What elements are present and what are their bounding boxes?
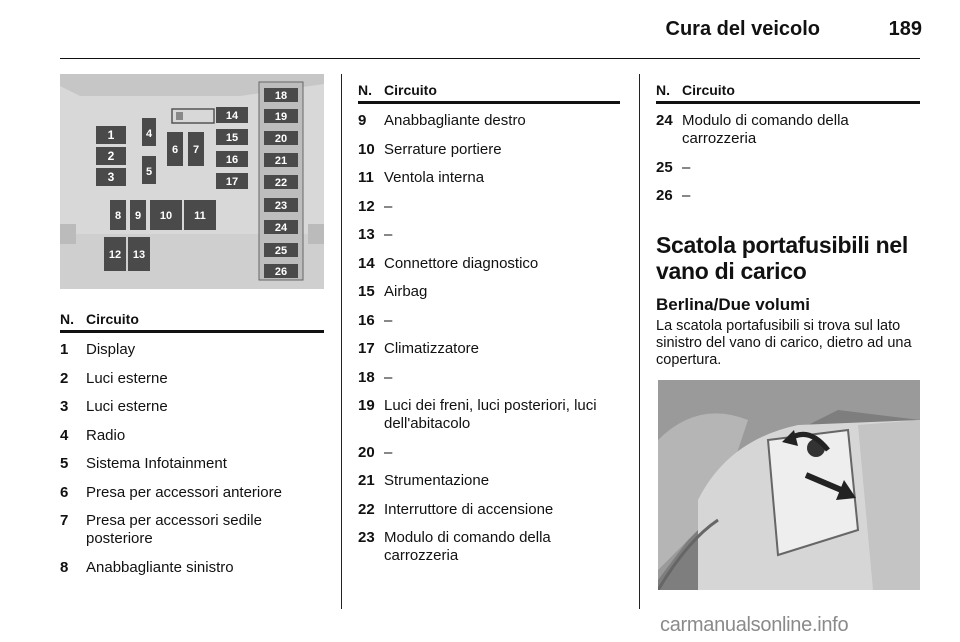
fuse-13: [128, 237, 150, 271]
fuse-24: [264, 220, 298, 234]
fuse-label: 6: [171, 144, 179, 156]
circuit-description: Connettore diagnostico: [384, 254, 539, 272]
section-heading: Scatola portafusibili nel vano di carico: [656, 232, 908, 284]
fuse-16: [216, 151, 248, 167]
table-header-n: N.: [656, 82, 670, 98]
column-divider: [639, 74, 640, 609]
circuit-description: –: [682, 187, 691, 204]
circuit-description: Serrature portiere: [384, 140, 502, 158]
table-row: [60, 512, 324, 548]
table-row: [358, 501, 620, 519]
page-header-title: Cura del veicolo: [665, 18, 820, 40]
fuse-19: [264, 109, 298, 123]
circuit-number: 12: [358, 197, 375, 215]
circuit-description: –: [682, 158, 691, 176]
circuit-description: –: [384, 311, 393, 329]
fuse-label: 3: [107, 170, 115, 184]
table-row: [656, 187, 920, 205]
circuit-number: 23: [358, 529, 375, 546]
table-row: [358, 226, 620, 244]
fuse-label: 4: [145, 128, 153, 140]
fuse-22: [264, 175, 298, 189]
fuse-label: 12: [108, 249, 122, 261]
table-header-rule: [358, 101, 620, 104]
fuse-label: 16: [225, 154, 239, 166]
circuit-number: 8: [60, 558, 69, 576]
table-header-rule: [656, 101, 920, 104]
fuse-label: 17: [225, 176, 239, 188]
circuit-number: 16: [358, 311, 375, 329]
fuse-label: 10: [159, 210, 173, 222]
fuse-4: [142, 118, 156, 146]
circuit-number: 4: [60, 426, 69, 444]
circuit-description: Modulo di comando della carrozzeria: [384, 529, 551, 564]
circuit-description: Sistema Infotainment: [86, 455, 227, 472]
fuse-12: [104, 237, 126, 271]
fuse-25: [264, 243, 298, 257]
fuse-label: 23: [274, 200, 288, 212]
table-row: [60, 370, 324, 388]
table-header-n: N.: [60, 311, 74, 327]
circuit-number: 20: [358, 443, 375, 461]
circuit-number: 18: [358, 368, 375, 386]
fuse-8: [110, 200, 126, 230]
table-header-circuit: Circuito: [86, 311, 139, 327]
fuse-7: [188, 132, 204, 166]
table-row: [60, 559, 324, 577]
fuse-21: [264, 153, 298, 167]
fuse-label: 21: [274, 155, 288, 167]
circuit-description: Luci esterne: [86, 398, 168, 415]
circuit-description: Presa per accessori anteriore: [86, 483, 282, 501]
fuse-label: 7: [192, 144, 200, 156]
circuit-table-2: [358, 112, 620, 576]
circuit-description: Airbag: [384, 283, 428, 300]
table-header-circuit: Circuito: [384, 82, 437, 98]
table-row: [358, 340, 620, 358]
fuse-18: [264, 88, 298, 102]
fuse-3: [96, 168, 126, 186]
table-header-n: N.: [358, 82, 372, 98]
circuit-description: Anabbagliante destro: [384, 112, 526, 129]
table-row: [656, 112, 920, 148]
circuit-number: 9: [358, 112, 367, 129]
table-header-circuit: Circuito: [682, 82, 735, 98]
fuse-label: 2: [107, 149, 115, 163]
table-row: [60, 398, 324, 416]
table-row: [60, 341, 324, 359]
header-rule: [60, 58, 920, 59]
circuit-description: Presa per accessori sedile posteriore: [86, 512, 262, 547]
circuit-description: Interruttore di accensione: [384, 500, 554, 518]
circuit-description: Luci esterne: [86, 369, 168, 387]
fuse-6: [167, 132, 183, 166]
circuit-number: 14: [358, 254, 375, 272]
fuse-label: 1: [107, 128, 115, 142]
fuse-label: 22: [274, 177, 288, 189]
circuit-description: Ventola interna: [384, 169, 485, 186]
table-row: [358, 312, 620, 330]
circuit-number: 26: [656, 187, 673, 204]
table-row: [358, 529, 620, 565]
table-row: [358, 283, 620, 301]
circuit-number: 24: [656, 112, 673, 129]
table-row: [358, 255, 620, 273]
circuit-description: Anabbagliante sinistro: [86, 558, 234, 576]
fuse-label: 19: [274, 111, 288, 123]
circuit-number: 21: [358, 472, 375, 489]
fuse-label: 26: [274, 266, 288, 278]
table-row: [358, 369, 620, 387]
table-row: [358, 397, 620, 433]
fuse-26: [264, 264, 298, 278]
fuse-10: [150, 200, 182, 230]
column-divider: [341, 74, 342, 609]
circuit-number: 15: [358, 283, 375, 300]
table-row: [358, 198, 620, 216]
section-subheading: Berlina/Due volumi: [656, 295, 810, 314]
circuit-number: 10: [358, 140, 375, 158]
fuse-box-diagram: [60, 74, 324, 289]
fuse-label: 20: [274, 133, 288, 145]
fuse-label: 24: [274, 222, 288, 234]
fuse-label: 14: [225, 110, 239, 122]
circuit-number: 11: [358, 169, 374, 186]
circuit-number: 2: [60, 369, 69, 387]
circuit-description: Display: [86, 341, 136, 358]
circuit-description: Luci dei freni, luci posteriori, luci dell'abitacolo: [384, 397, 597, 432]
fuse-11: [184, 200, 216, 230]
table-row: [358, 169, 620, 187]
fuse-label: 13: [132, 249, 146, 261]
table-row: [60, 484, 324, 502]
circuit-number: 25: [656, 158, 673, 176]
fuse-label: 25: [274, 245, 288, 257]
fuse-1: [96, 126, 126, 144]
circuit-description: Modulo di comando della carrozzeria: [682, 112, 849, 147]
table-row: [60, 427, 324, 445]
fuse-label: 9: [134, 210, 142, 222]
circuit-description: –: [384, 226, 393, 243]
fuse-23: [264, 198, 298, 212]
circuit-description: –: [384, 443, 393, 461]
circuit-number: 1: [60, 341, 69, 358]
circuit-number: 7: [60, 512, 69, 529]
fuse-label: 5: [145, 166, 153, 178]
fuse-label: 8: [114, 210, 122, 222]
table-row: [358, 444, 620, 462]
watermark: carmanualsonline.info: [660, 614, 849, 636]
table-row: [358, 472, 620, 490]
circuit-description: Strumentazione: [384, 472, 490, 489]
circuit-number: 5: [60, 455, 69, 472]
fuse-2: [96, 147, 126, 165]
fuse-label: 15: [225, 132, 239, 144]
table-row: [358, 112, 620, 130]
fuse-label: 18: [274, 90, 288, 102]
circuit-description: Climatizzatore: [384, 340, 480, 357]
table-row: [656, 159, 920, 177]
fuse-14: [216, 107, 248, 123]
circuit-table-1: [60, 341, 324, 587]
fuse-20: [264, 131, 298, 145]
circuit-number: 22: [358, 500, 375, 518]
page-number: 189: [888, 18, 922, 40]
circuit-number: 6: [60, 483, 69, 501]
fuse-5: [142, 156, 156, 184]
table-header-rule: [60, 330, 324, 333]
fuse-17: [216, 173, 248, 189]
cargo-area-photo: [658, 380, 920, 590]
circuit-description: Radio: [86, 426, 126, 444]
circuit-table-3: [656, 112, 920, 216]
circuit-number: 17: [358, 340, 375, 357]
table-row: [358, 141, 620, 159]
fuse-label: 11: [194, 210, 206, 222]
circuit-description: –: [384, 368, 393, 386]
fuse-9: [130, 200, 146, 230]
section-paragraph: La scatola portafusibili si trova sul lato sinistro del vano di carico, dietro ad una copertura.: [656, 318, 912, 368]
circuit-number: 3: [60, 398, 69, 415]
circuit-description: –: [384, 197, 393, 215]
fuse-15: [216, 129, 248, 145]
circuit-number: 13: [358, 226, 375, 243]
circuit-number: 19: [358, 397, 375, 414]
table-row: [60, 455, 324, 473]
